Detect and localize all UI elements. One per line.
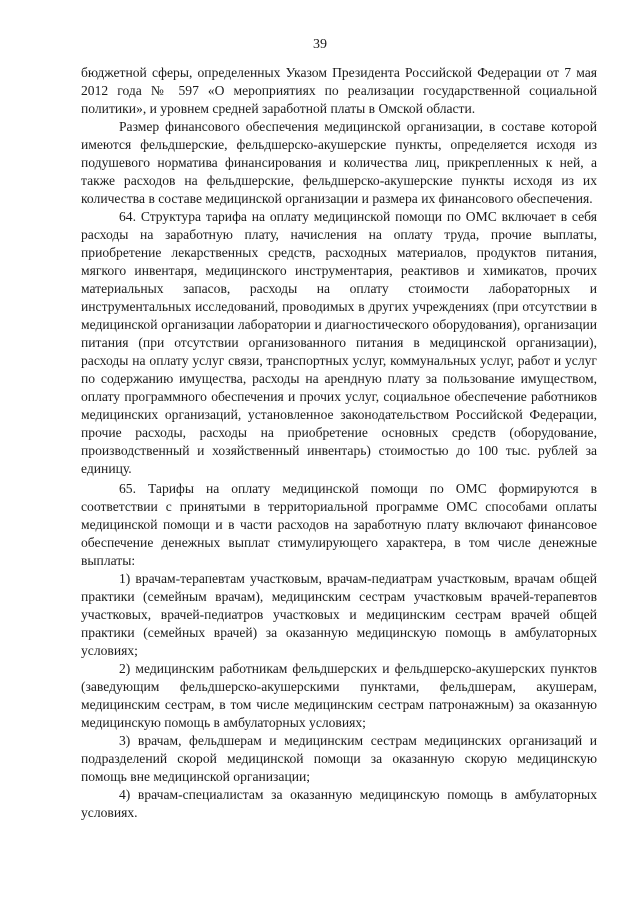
page-number: 39 (313, 37, 327, 52)
list-item-1: 1) врачам-терапевтам участковым, врачам-педиатрам участковым, врачам общей практики (семейным врачам), медицинским сестрам участковым врачей-терапевтов участковых, врачей-педиатров участковых и медицинским сестрам врачей общей практики (семейных врачей) за оказанную медицинскую помощь в амбулаторных условиях; (81, 571, 597, 658)
list-item-2: 2) медицинским работникам фельдшерских и фельдшерско-акушерских пунктов (заведующим фельдшерско-акушерскими пунктами, фельдшерам, акушерам, медицинским сестрам, в том числе медицинским сестрам патронажным) за оказанную медицинскую помощь в амбулаторных условиях; (81, 661, 597, 730)
document-body (81, 64, 597, 822)
paragraph-65-tariffs: 65. Тарифы на оплату медицинской помощи по ОМС формируются в соответствии с принятыми в территориальной программе ОМС способами оплаты медицинской помощи и в части расходов на заработную плату включают финансовое обеспечение денежных выплат стимулирующего характера, в том числе денежные выплаты: (81, 481, 597, 568)
list-item-4: 4) врачам-специалистам за оказанную медицинскую помощь в амбулаторных условиях. (81, 787, 597, 820)
paragraph-continuation: бюджетной сферы, определенных Указом Президента Российской Федерации от 7 мая 2012 года № 597 «О мероприятиях по реализации государственной социальной политики», и уровнем средней заработной платы в Омской области. (81, 65, 597, 116)
paragraph-64-tariff-structure: 64. Структура тарифа на оплату медицинской помощи по ОМС включает в себя расходы на заработную плату, начисления на оплату труда, прочие выплаты, приобретение лекарственных средств, расходных материалов, продуктов питания, мягкого инвентаря, медицинского инструментария, реактивов и химикатов, прочих материальных запасов, расходы на оплату стоимости лабораторных и инструментальных исследований, проводимых в других учреждениях (при отсутствии в медицинской организации лаборатории и диагностического оборудования), организации питания (при отсутствии организованного питания в медицинской организации), расходы на оплату услуг связи, транспортных услуг, коммунальных услуг, работ и услуг по содержанию имущества, расходы на арендную плату за пользование имуществом, оплату программного обеспечения и прочих услуг, социальное обеспечение работников медицинских организаций, установленное законодательством Российской Федерации, прочие расходы, расходы на приобретение основных средств (оборудование, производственный и хозяйственный инвентарь) стоимостью до 100 тыс. рублей за единицу. (81, 209, 597, 476)
list-item-3: 3) врачам, фельдшерам и медицинским сестрам медицинских организаций и подразделений скорой медицинской помощи за оказанную скорую медицинскую помощь вне медицинской организации; (81, 733, 597, 784)
paragraph-financing-size: Размер финансового обеспечения медицинской организации, в составе которой имеются фельдшерские, фельдшерско-акушерские пункты, определяется исходя из подушевого норматива финансирования и количества лиц, прикрепленных к ней, а также расходов на фельдшерские, фельдшерско-акушерские пункты исходя из их количества в составе медицинской организации и размера их финансового обеспечения. (81, 119, 597, 206)
